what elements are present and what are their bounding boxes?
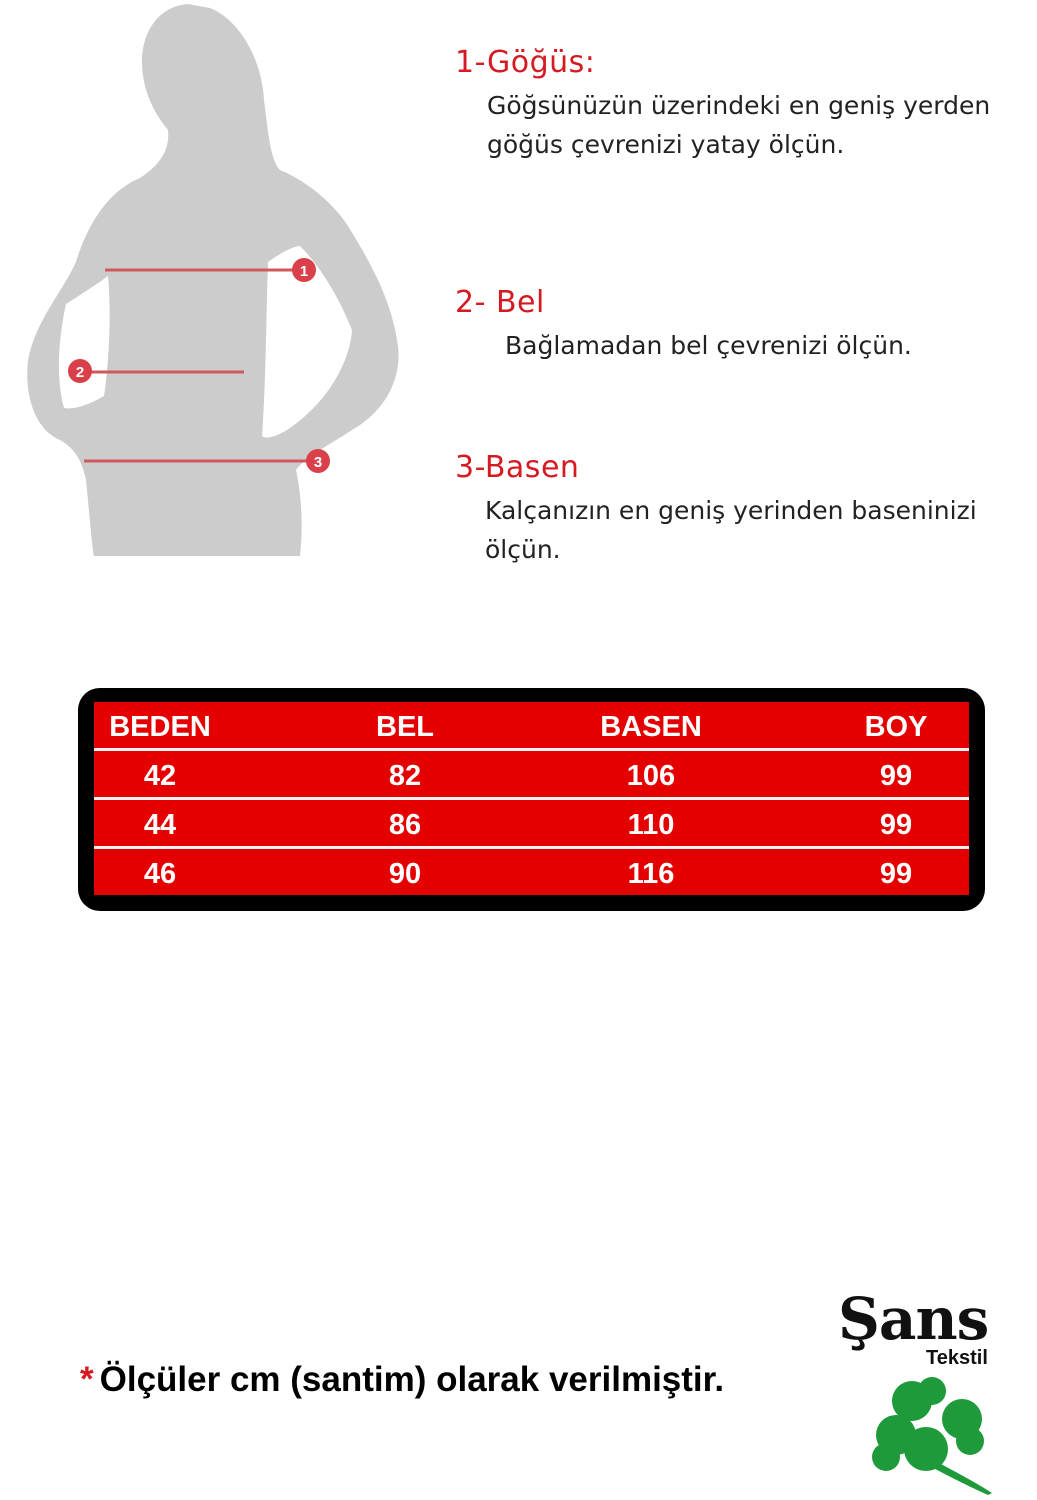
table-cell: 116: [627, 857, 675, 890]
logo-name: Şans: [838, 1285, 989, 1353]
table-cell: 99: [879, 808, 913, 841]
table-header-cell: BOY: [864, 710, 928, 743]
measurement-title: 2- Bel: [455, 285, 545, 320]
table-cell: 90: [388, 857, 422, 890]
table-header-cell: BASEN: [600, 710, 702, 743]
svg-text:1: 1: [299, 263, 309, 280]
measurement-title: 3-Basen: [455, 450, 580, 485]
body-silhouette: [27, 4, 398, 556]
clover-icon: [870, 1377, 1000, 1495]
svg-text:3: 3: [313, 454, 323, 471]
table-cell: 110: [627, 808, 675, 841]
measurement-description: [487, 86, 1015, 164]
table-cell: 44: [143, 808, 177, 841]
table-row: [94, 851, 969, 897]
size-table-frame: [78, 688, 985, 911]
marker-2-icon: [68, 359, 92, 383]
measurement-waist: [455, 285, 1015, 365]
table-row: [94, 753, 969, 799]
measurement-description: [505, 326, 1015, 365]
logo-subtitle: Tekstil: [926, 1347, 988, 1369]
footnote: [80, 1360, 724, 1400]
description-line: Kalçanızın en geniş yerinden baseninizi: [485, 496, 977, 525]
row-divider: [94, 797, 969, 800]
row-divider: [94, 846, 969, 849]
table-header-row: [94, 704, 969, 750]
description-line: göğüs çevrenizi yatay ölçün.: [487, 130, 845, 159]
footnote-star: *: [80, 1360, 94, 1399]
table-cell: 99: [879, 857, 913, 890]
measurement-title: 1-Göğüs:: [455, 45, 596, 80]
table-row: [94, 802, 969, 848]
measurement-hip: [455, 450, 1015, 569]
svg-text:2: 2: [75, 364, 85, 381]
table-cell: 82: [388, 759, 422, 792]
row-divider: [94, 748, 969, 751]
body-measurement-figure: [0, 0, 440, 580]
table-header-cell: BEL: [376, 710, 434, 743]
table-header-cell: BEDEN: [109, 710, 211, 743]
table-cell: 106: [626, 759, 676, 792]
description-line: Göğsünüzün üzerindeki en geniş yerden: [487, 91, 991, 120]
marker-3-icon: [306, 449, 330, 473]
size-table: [94, 702, 969, 895]
marker-1-icon: [292, 258, 316, 282]
table-cell: 42: [143, 759, 177, 792]
table-cell: 46: [143, 857, 177, 890]
brand-logo: [830, 1285, 1030, 1495]
footnote-text: Ölçüler cm (santim) olarak verilmiştir.: [99, 1360, 725, 1399]
measurement-chest: [455, 45, 1015, 164]
table-cell: 86: [388, 808, 422, 841]
measurement-description: [485, 491, 1015, 569]
table-cell: 99: [879, 759, 913, 792]
description-line: Bağlamadan bel çevrenizi ölçün.: [505, 331, 912, 360]
description-line: ölçün.: [485, 535, 561, 564]
